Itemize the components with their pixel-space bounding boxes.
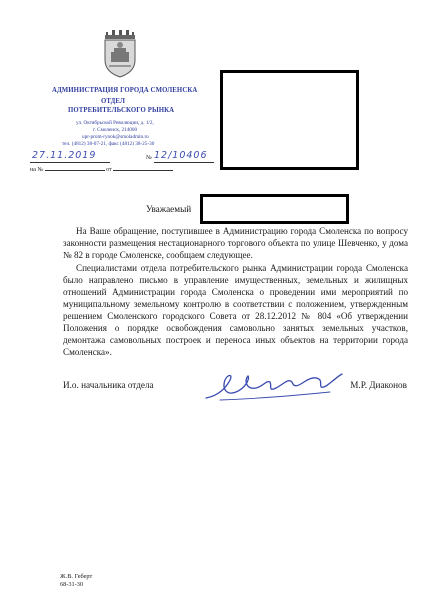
- signatory-title: И.о. начальника отдела: [63, 380, 154, 390]
- body-paragraph-2: Специалистами отдела потребительского рынка Администрации города Смоленска было направлено письмо в управление имущественных, земельных и жилищных отношений Администрации города Смоленска о проведении ими мероприятий по муниципальному земельному контролю в соответствии с положением, утвержденным решением Смоленского городского Совета от 28.12.2012 № 804 «Об утверждении Положения о порядке освобождения самовольно занятых земельных участков, демонтажа самовольных построек и переноса иных объектов на территории города Смоленска».: [63, 263, 408, 357]
- address-city: г. Смоленск, 214000: [93, 127, 138, 133]
- date-number-line: [30, 150, 208, 164]
- org-name: АДМИНИСТРАЦИЯ ГОРОДА СМОЛЕНСКА: [52, 87, 198, 94]
- handwritten-number: 12/10406: [154, 150, 208, 161]
- department-label: ОТДЕЛ: [101, 98, 126, 105]
- handwritten-date: 27.11.2019: [32, 150, 97, 161]
- ref-prefix: на №: [30, 167, 44, 173]
- redacted-recipient-name: [200, 194, 349, 224]
- address-email: upr-prom-rynok@smoladmin.ru: [82, 134, 149, 140]
- ref-number-blank: [45, 170, 105, 171]
- number-underline: [154, 162, 214, 163]
- number-prefix: №: [146, 155, 152, 161]
- handwritten-signature: [200, 366, 350, 406]
- executor-name: Ж.В. Геберт: [60, 573, 93, 580]
- department-name: ПОТРЕБИТЕЛЬСКОГО РЫНКА: [68, 107, 175, 114]
- city-emblem-icon: [100, 30, 140, 80]
- body-paragraph-1: На Ваше обращение, поступившее в Администрацию города Смоленска по вопросу законности размещения нестационарного торгового объекта по улице Шевченко, у дома № 82 в городе Смоленске, сообщаем следующее.: [63, 226, 408, 260]
- signatory-name: М.Р. Диаконов: [350, 380, 407, 390]
- ref-of: от: [106, 167, 112, 173]
- greeting: Уважаемый: [146, 204, 192, 214]
- address-street: ул. Октябрьской Революции, д. 1/2,: [76, 120, 154, 126]
- reference-line: [30, 167, 173, 173]
- address-phone: тел. (4812) 38-07-21, факс (4812) 38-25-30: [62, 141, 155, 147]
- date-underline: [30, 162, 110, 163]
- executor-phone: 68-31-30: [60, 581, 84, 588]
- redacted-addressee-block: [220, 70, 359, 170]
- ref-date-blank: [113, 170, 173, 171]
